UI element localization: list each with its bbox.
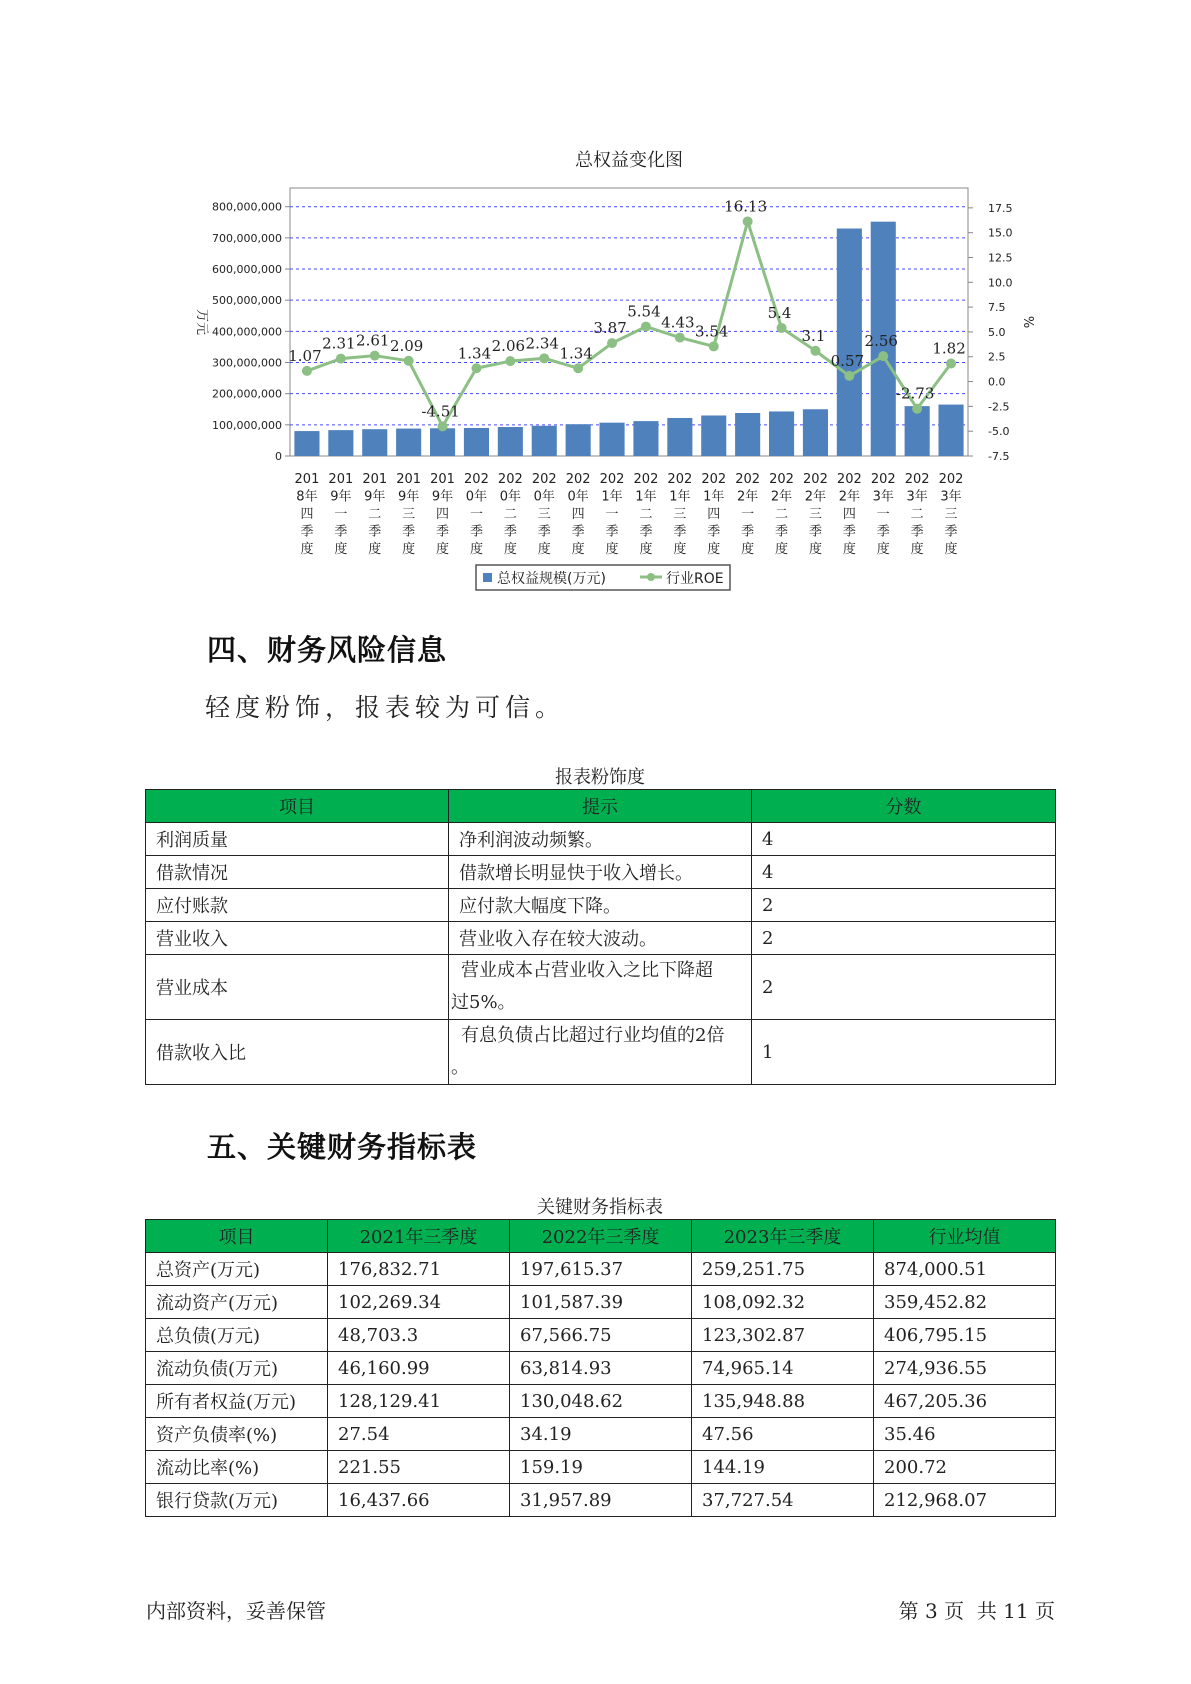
x-tick-label: 季 xyxy=(503,524,517,540)
value-2021q3: 16,437.66 xyxy=(328,1484,510,1517)
x-tick-label: 度 xyxy=(808,542,822,557)
equity-bar xyxy=(769,411,794,456)
x-tick-label: 三 xyxy=(673,507,687,522)
risk-hint: 应付款大幅度下降。 xyxy=(449,889,752,922)
x-tick-label: 201 xyxy=(328,472,354,487)
x-tick-label: 1年 xyxy=(601,489,623,505)
risk-hint-line2: 过5%。 xyxy=(451,992,516,1013)
value-2022q3: 34.19 xyxy=(510,1418,692,1451)
x-tick-label: 9年 xyxy=(431,489,454,505)
equity-bar xyxy=(735,413,760,456)
x-tick-label: 度 xyxy=(436,542,450,557)
x-tick-label: 0年 xyxy=(465,489,488,505)
x-tick-label: 1年 xyxy=(669,489,691,505)
x-tick-label: 季 xyxy=(808,524,822,540)
indicator-name: 总资产(万元) xyxy=(146,1253,328,1286)
y-right-axis-label: % xyxy=(1020,315,1035,329)
x-tick-label: 8年 xyxy=(296,489,318,505)
equity-bar xyxy=(701,415,726,456)
y-left-tick-label: 300,000,000 xyxy=(212,356,282,370)
roe-point xyxy=(505,356,515,366)
roe-point xyxy=(607,338,617,348)
risk-item: 借款收入比 xyxy=(146,1020,449,1085)
x-tick-label: 度 xyxy=(368,542,382,557)
x-tick-label: 202 xyxy=(497,472,523,487)
table-row xyxy=(146,1451,1056,1484)
x-tick-label: 二 xyxy=(775,507,789,522)
value-2021q3: 102,269.34 xyxy=(328,1286,510,1319)
table-row xyxy=(146,1020,1056,1085)
x-tick-label: 度 xyxy=(639,542,653,557)
indicator-name: 流动比率(%) xyxy=(146,1451,328,1484)
x-tick-label: 9年 xyxy=(364,489,386,505)
risk-table-caption: 报表粉饰度 xyxy=(555,767,645,788)
x-tick-label: 四 xyxy=(300,507,314,522)
x-tick-label: 三 xyxy=(537,507,551,522)
x-tick-label: 度 xyxy=(469,542,483,557)
x-tick-label: 三 xyxy=(402,507,416,522)
roe-data-label: 4.43 xyxy=(661,313,695,332)
roe-data-label: 1.82 xyxy=(932,339,966,358)
x-tick-label: 季 xyxy=(876,524,890,540)
roe-point xyxy=(810,346,820,356)
footer-note: 内部资料，妥善保管 xyxy=(146,1599,326,1623)
equity-bar xyxy=(532,426,557,456)
value-2023q3: 37,727.54 xyxy=(692,1484,874,1517)
x-tick-label: 202 xyxy=(464,472,489,487)
risk-item: 营业收入 xyxy=(146,922,449,955)
y-right-tick-label: 15.0 xyxy=(988,226,1013,240)
roe-point xyxy=(438,421,448,431)
x-tick-label: 202 xyxy=(667,472,693,487)
value-2021q3: 27.54 xyxy=(328,1418,510,1451)
x-tick-label: 季 xyxy=(944,524,958,540)
risk-item: 应付账款 xyxy=(146,889,449,922)
value-2021q3: 48,703.3 xyxy=(328,1319,510,1352)
x-tick-label: 9年 xyxy=(398,489,420,505)
roe-data-label: 1.34 xyxy=(559,344,593,363)
x-tick-label: 季 xyxy=(537,524,551,540)
x-tick-label: 202 xyxy=(769,472,794,487)
risk-hint-line2: 。 xyxy=(451,1057,469,1078)
y-right-tick-label: -5.0 xyxy=(988,425,1010,439)
value-2023q3: 47.56 xyxy=(692,1418,874,1451)
equity-bar xyxy=(600,423,625,456)
industry-avg: 35.46 xyxy=(874,1418,1056,1451)
x-tick-label: 2年 xyxy=(770,489,793,505)
industry-avg: 200.72 xyxy=(874,1451,1056,1484)
x-tick-label: 202 xyxy=(870,472,896,487)
table-row xyxy=(146,823,1056,856)
x-tick-label: 0年 xyxy=(499,489,521,505)
roe-point xyxy=(370,351,380,361)
x-tick-label: 四 xyxy=(436,507,450,522)
indicator-name: 流动资产(万元) xyxy=(146,1286,328,1319)
x-tick-label: 201 xyxy=(430,472,455,487)
x-tick-label: 度 xyxy=(842,542,856,557)
roe-data-label: 3.87 xyxy=(593,319,627,338)
table-row xyxy=(146,1484,1056,1517)
header-2021q3: 2021年三季度 xyxy=(328,1220,510,1253)
roe-point xyxy=(946,358,956,368)
risk-score: 2 xyxy=(752,889,1056,922)
roe-point xyxy=(675,333,685,343)
equity-bar xyxy=(498,427,523,456)
roe-data-label: -4.51 xyxy=(421,402,460,421)
header-2022q3: 2022年三季度 xyxy=(510,1220,692,1253)
x-tick-label: 度 xyxy=(334,542,348,557)
y-left-tick-label: 700,000,000 xyxy=(212,231,282,245)
y-left-tick-label: 200,000,000 xyxy=(212,387,282,401)
header-item: 项目 xyxy=(146,790,449,823)
x-tick-label: 季 xyxy=(402,524,416,540)
equity-bar xyxy=(362,429,387,456)
x-tick-label: 季 xyxy=(368,524,382,540)
table-row xyxy=(146,1319,1056,1352)
table-row xyxy=(146,922,1056,955)
x-tick-label: 度 xyxy=(673,542,687,557)
industry-avg: 212,968.07 xyxy=(874,1484,1056,1517)
indicator-name: 所有者权益(万元) xyxy=(146,1385,328,1418)
x-tick-label: 202 xyxy=(565,472,591,487)
x-tick-label: 度 xyxy=(605,542,619,557)
equity-bar xyxy=(328,430,353,456)
x-tick-label: 度 xyxy=(402,542,416,557)
risk-score: 4 xyxy=(752,856,1056,889)
table-row xyxy=(146,1385,1056,1418)
indicator-name: 银行贷款(万元) xyxy=(146,1484,328,1517)
value-2022q3: 159.19 xyxy=(510,1451,692,1484)
y-left-tick-label: 100,000,000 xyxy=(212,418,282,432)
equity-bar xyxy=(294,431,319,456)
plot-frame xyxy=(290,188,968,456)
risk-table xyxy=(145,789,1056,1085)
risk-hint: 营业收入存在较大波动。 xyxy=(449,922,752,955)
indicator-table xyxy=(145,1219,1056,1517)
y-left-tick-label: 800,000,000 xyxy=(212,200,282,214)
roe-point xyxy=(709,341,719,351)
x-tick-label: 2年 xyxy=(838,489,860,505)
legend-bar-swatch xyxy=(483,573,492,582)
table-row xyxy=(146,1418,1056,1451)
table-row xyxy=(146,955,1056,1020)
x-tick-label: 季 xyxy=(910,524,924,540)
equity-bar xyxy=(566,424,591,456)
roe-point xyxy=(302,366,312,376)
y-left-tick-label: 600,000,000 xyxy=(212,263,282,277)
x-tick-label: 三 xyxy=(944,507,958,522)
indicator-table-header xyxy=(146,1220,1056,1253)
x-tick-label: 季 xyxy=(469,524,483,540)
x-tick-label: 四 xyxy=(842,507,856,522)
risk-score: 1 xyxy=(752,1020,1056,1085)
table-row xyxy=(146,889,1056,922)
x-tick-label: 一 xyxy=(469,507,483,522)
x-tick-label: 季 xyxy=(842,524,856,540)
roe-data-label: 5.54 xyxy=(627,302,661,321)
equity-change-chart xyxy=(0,0,1191,600)
y-right-tick-label: 2.5 xyxy=(988,350,1006,364)
y-left-tick-label: 500,000,000 xyxy=(212,294,282,308)
chart-title: 总权益变化图 xyxy=(575,150,683,171)
value-2022q3: 63,814.93 xyxy=(510,1352,692,1385)
value-2021q3: 128,129.41 xyxy=(328,1385,510,1418)
y-right-tick-label: 10.0 xyxy=(988,276,1013,290)
page-number: 第 3 页 共 11 页 xyxy=(898,1599,1055,1623)
x-tick-label: 二 xyxy=(910,507,924,522)
equity-bar xyxy=(837,229,862,456)
roe-point xyxy=(777,323,787,333)
x-tick-label: 度 xyxy=(571,542,585,557)
roe-point xyxy=(471,363,481,373)
roe-data-label: 2.56 xyxy=(864,332,898,351)
x-tick-label: 201 xyxy=(362,472,388,487)
risk-score: 4 xyxy=(752,823,1056,856)
x-tick-label: 度 xyxy=(300,542,314,557)
x-tick-label: 一 xyxy=(605,507,619,522)
x-tick-label: 四 xyxy=(707,507,721,522)
risk-score: 2 xyxy=(752,955,1056,1020)
y-right-tick-label: -2.5 xyxy=(988,400,1010,414)
x-tick-label: 一 xyxy=(334,507,348,522)
value-2023q3: 123,302.87 xyxy=(692,1319,874,1352)
table-row xyxy=(146,1286,1056,1319)
value-2022q3: 130,048.62 xyxy=(510,1385,692,1418)
x-tick-label: 季 xyxy=(571,524,585,540)
legend-label: 行业ROE xyxy=(666,571,724,587)
y-right-tick-label: -7.5 xyxy=(988,450,1010,463)
risk-hint: 净利润波动频繁。 xyxy=(449,823,752,856)
equity-bar xyxy=(667,418,692,456)
industry-avg: 874,000.51 xyxy=(874,1253,1056,1286)
equity-bar xyxy=(939,405,964,456)
header-score: 分数 xyxy=(752,790,1056,823)
section4-title: 四、财务风险信息 xyxy=(207,633,448,667)
x-tick-label: 季 xyxy=(436,524,450,540)
indicator-table-caption: 关键财务指标表 xyxy=(537,1197,663,1218)
x-tick-label: 2年 xyxy=(804,489,827,505)
x-tick-label: 四 xyxy=(571,507,585,522)
roe-data-label: 2.06 xyxy=(491,337,526,356)
roe-data-label: -2.73 xyxy=(895,384,935,403)
table-row xyxy=(146,1253,1056,1286)
equity-bar xyxy=(430,428,455,456)
x-tick-label: 202 xyxy=(531,472,557,487)
risk-hint xyxy=(449,1020,752,1085)
roe-point xyxy=(404,356,414,366)
value-2022q3: 67,566.75 xyxy=(510,1319,692,1352)
risk-item: 利润质量 xyxy=(146,823,449,856)
header-item: 项目 xyxy=(146,1220,328,1253)
equity-bar xyxy=(396,429,421,456)
roe-data-label: 2.34 xyxy=(525,334,559,353)
x-tick-label: 二 xyxy=(639,507,653,522)
x-tick-label: 季 xyxy=(775,524,789,540)
x-tick-label: 0年 xyxy=(567,489,589,505)
x-tick-label: 季 xyxy=(741,524,755,540)
industry-avg: 274,936.55 xyxy=(874,1352,1056,1385)
x-tick-label: 季 xyxy=(300,524,314,540)
roe-data-label: 2.61 xyxy=(356,331,390,350)
x-tick-label: 一 xyxy=(741,507,755,522)
x-tick-label: 季 xyxy=(639,524,653,540)
roe-point xyxy=(878,351,888,361)
roe-data-label: 16.13 xyxy=(724,197,768,216)
indicator-name: 总负债(万元) xyxy=(146,1319,328,1352)
x-tick-label: 二 xyxy=(503,507,517,522)
value-2023q3: 135,948.88 xyxy=(692,1385,874,1418)
risk-summary: 轻度粉饰，报表较为可信。 xyxy=(205,693,566,722)
value-2023q3: 259,251.75 xyxy=(692,1253,874,1286)
y-right-tick-label: 0.0 xyxy=(988,375,1006,389)
header-hint: 提示 xyxy=(449,790,752,823)
table-row xyxy=(146,1352,1056,1385)
y-left-axis-label: 万元 xyxy=(194,308,209,336)
x-tick-label: 3年 xyxy=(940,489,962,505)
x-tick-label: 季 xyxy=(334,524,348,540)
x-tick-label: 0年 xyxy=(533,489,555,505)
header-industry-avg: 行业均值 xyxy=(874,1220,1056,1253)
section5-title: 五、关键财务指标表 xyxy=(207,1130,478,1164)
roe-data-label: 5.4 xyxy=(767,303,792,322)
risk-hint: 借款增长明显快于收入增长。 xyxy=(449,856,752,889)
value-2021q3: 221.55 xyxy=(328,1451,510,1484)
risk-hint-line1: 营业成本占营业收入之比下降超 xyxy=(461,960,713,981)
y-right-tick-label: 17.5 xyxy=(988,201,1013,215)
equity-bar xyxy=(464,428,489,456)
equity-bar xyxy=(633,421,658,456)
x-tick-label: 度 xyxy=(910,542,924,557)
roe-point xyxy=(641,322,651,332)
risk-hint xyxy=(449,955,752,1020)
risk-hint-line1: 有息负债占比超过行业均值的2倍 xyxy=(461,1025,725,1046)
value-2023q3: 108,092.32 xyxy=(692,1286,874,1319)
x-tick-label: 202 xyxy=(836,472,862,487)
roe-data-label: 1.34 xyxy=(457,344,492,363)
y-left-tick-label: 0 xyxy=(275,450,282,463)
value-2023q3: 74,965.14 xyxy=(692,1352,874,1385)
industry-avg: 406,795.15 xyxy=(874,1319,1056,1352)
roe-point xyxy=(573,363,583,373)
x-tick-label: 202 xyxy=(735,472,761,487)
x-tick-label: 度 xyxy=(503,542,517,557)
x-tick-label: 1年 xyxy=(635,489,657,505)
value-2021q3: 46,160.99 xyxy=(328,1352,510,1385)
x-tick-label: 201 xyxy=(294,472,320,487)
industry-avg: 467,205.36 xyxy=(874,1385,1056,1418)
x-tick-label: 202 xyxy=(701,472,727,487)
x-tick-label: 202 xyxy=(904,472,930,487)
x-tick-label: 202 xyxy=(803,472,828,487)
x-tick-label: 2年 xyxy=(737,489,759,505)
x-tick-label: 季 xyxy=(707,524,721,540)
risk-item: 营业成本 xyxy=(146,955,449,1020)
header-2023q3: 2023年三季度 xyxy=(692,1220,874,1253)
value-2022q3: 101,587.39 xyxy=(510,1286,692,1319)
x-tick-label: 1年 xyxy=(703,489,725,505)
value-2022q3: 31,957.89 xyxy=(510,1484,692,1517)
indicator-name: 流动负债(万元) xyxy=(146,1352,328,1385)
roe-point xyxy=(539,353,549,363)
equity-bar xyxy=(803,409,828,456)
roe-point xyxy=(912,404,922,414)
risk-table-header xyxy=(146,790,1056,823)
legend-label: 总权益规模(万元) xyxy=(497,571,606,587)
roe-data-label: 3.54 xyxy=(695,322,729,341)
x-tick-label: 202 xyxy=(599,472,625,487)
roe-data-label: 1.07 xyxy=(288,346,322,365)
x-tick-label: 3年 xyxy=(906,489,928,505)
roe-point xyxy=(844,371,854,381)
x-tick-label: 一 xyxy=(876,507,890,522)
x-tick-label: 202 xyxy=(938,472,964,487)
roe-data-label: 2.31 xyxy=(322,334,356,353)
y-right-tick-label: 12.5 xyxy=(988,251,1013,265)
industry-avg: 359,452.82 xyxy=(874,1286,1056,1319)
roe-data-label: 2.09 xyxy=(389,336,424,355)
x-tick-label: 季 xyxy=(673,524,687,540)
value-2023q3: 144.19 xyxy=(692,1451,874,1484)
roe-data-label: 0.57 xyxy=(830,351,865,370)
y-right-tick-label: 5.0 xyxy=(988,325,1006,339)
y-right-tick-label: 7.5 xyxy=(988,301,1006,315)
roe-data-label: 3.1 xyxy=(801,326,826,345)
x-tick-label: 季 xyxy=(605,524,619,540)
x-tick-label: 度 xyxy=(944,542,958,557)
legend-line-marker xyxy=(647,573,655,581)
value-2022q3: 197,615.37 xyxy=(510,1253,692,1286)
x-tick-label: 三 xyxy=(808,507,822,522)
x-tick-label: 度 xyxy=(741,542,755,557)
y-left-tick-label: 400,000,000 xyxy=(212,325,282,339)
x-tick-label: 202 xyxy=(633,472,659,487)
risk-score: 2 xyxy=(752,922,1056,955)
x-tick-label: 9年 xyxy=(330,489,352,505)
roe-point xyxy=(336,354,346,364)
x-tick-label: 度 xyxy=(707,542,721,557)
risk-item: 借款情况 xyxy=(146,856,449,889)
x-tick-label: 二 xyxy=(368,507,382,522)
roe-point xyxy=(743,216,753,226)
x-tick-label: 度 xyxy=(775,542,789,557)
indicator-name: 资产负债率(%) xyxy=(146,1418,328,1451)
x-tick-label: 度 xyxy=(537,542,551,557)
x-tick-label: 度 xyxy=(876,542,890,557)
x-tick-label: 201 xyxy=(396,472,422,487)
table-row xyxy=(146,856,1056,889)
value-2021q3: 176,832.71 xyxy=(328,1253,510,1286)
x-tick-label: 3年 xyxy=(872,489,894,505)
